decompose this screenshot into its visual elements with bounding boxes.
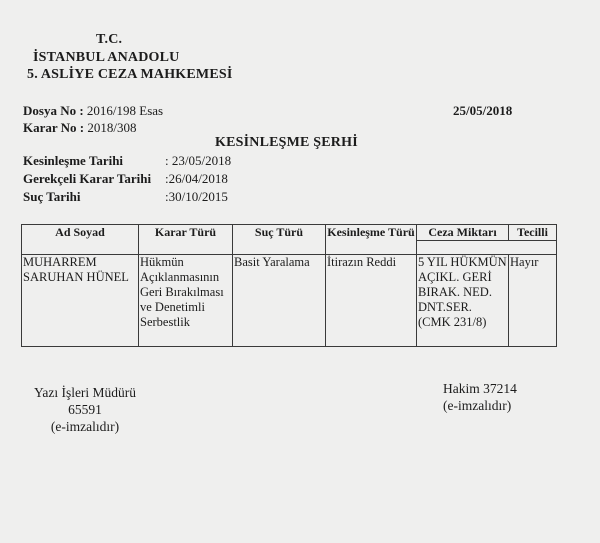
- cell-kesinlesme-turu: İtirazın Reddi: [326, 255, 417, 347]
- header-suc-turu: Suç Türü: [233, 225, 326, 255]
- cell-ad-soyad: MUHARREM SARUHAN HÜNEL: [22, 255, 139, 347]
- gerekceli-karar-tarihi-value: :26/04/2018: [165, 171, 228, 186]
- clerk-title: Yazı İşleri Müdürü: [33, 385, 137, 400]
- header-ceza-miktari: Ceza Miktarı: [417, 225, 509, 241]
- table-row: [22, 255, 557, 347]
- kesinlesme-tarihi-label: Kesinleşme Tarihi: [23, 153, 124, 168]
- cell-suc-turu: Basit Yaralama: [233, 255, 326, 347]
- signature-clerk: [30, 384, 140, 435]
- clerk-esign-note: (e-imzalıdır): [50, 419, 120, 434]
- decision-table: [21, 224, 557, 347]
- cell-ceza-miktari: 5 YIL HÜKMÜN AÇIKL. GERİ BIRAK. NED. DNT.SER. (CMK 231/8): [417, 255, 509, 347]
- karar-no: [23, 120, 137, 136]
- suc-tarihi-value: :30/10/2015: [165, 189, 228, 204]
- dosya-no-value: 2016/198 Esas: [86, 103, 164, 118]
- header-tecilli: Tecilli: [509, 225, 557, 241]
- judge-esign-note: (e-imzalıdır): [443, 398, 512, 413]
- header-karar-turu: Karar Türü: [139, 225, 233, 255]
- karar-no-value: 2018/308: [87, 120, 137, 135]
- document-title: KESİNLEŞME ŞERHİ: [215, 135, 358, 150]
- table-header-row: [22, 225, 557, 241]
- header-kesinlesme-turu: Kesinleşme Türü: [326, 225, 417, 255]
- judge-title: Hakim 37214: [443, 381, 517, 396]
- karar-no-label: Karar No :: [23, 120, 85, 135]
- kesinlesme-tarihi-value: : 23/05/2018: [165, 153, 232, 168]
- clerk-id: 65591: [68, 402, 102, 417]
- header-subrow-cell: [417, 241, 557, 255]
- header-city: İSTANBUL ANADOLU: [33, 50, 180, 65]
- dosya-no: [23, 103, 163, 119]
- signature-judge: [443, 380, 523, 414]
- header-tc: T.C.: [96, 32, 123, 47]
- gerekceli-karar-tarihi-label: Gerekçeli Karar Tarihi: [23, 171, 152, 186]
- header-ad-soyad: Ad Soyad: [22, 225, 139, 255]
- header-court: 5. ASLİYE CEZA MAHKEMESİ: [27, 67, 233, 82]
- suc-tarihi-label: Suç Tarihi: [23, 189, 81, 204]
- dosya-no-label: Dosya No :: [23, 103, 84, 118]
- document-date: 25/05/2018: [453, 103, 513, 118]
- cell-karar-turu: Hükmün Açıklanmasının Geri Bırakılması ve Denetimli Serbestlik: [139, 255, 233, 347]
- cell-tecilli: Hayır: [509, 255, 557, 347]
